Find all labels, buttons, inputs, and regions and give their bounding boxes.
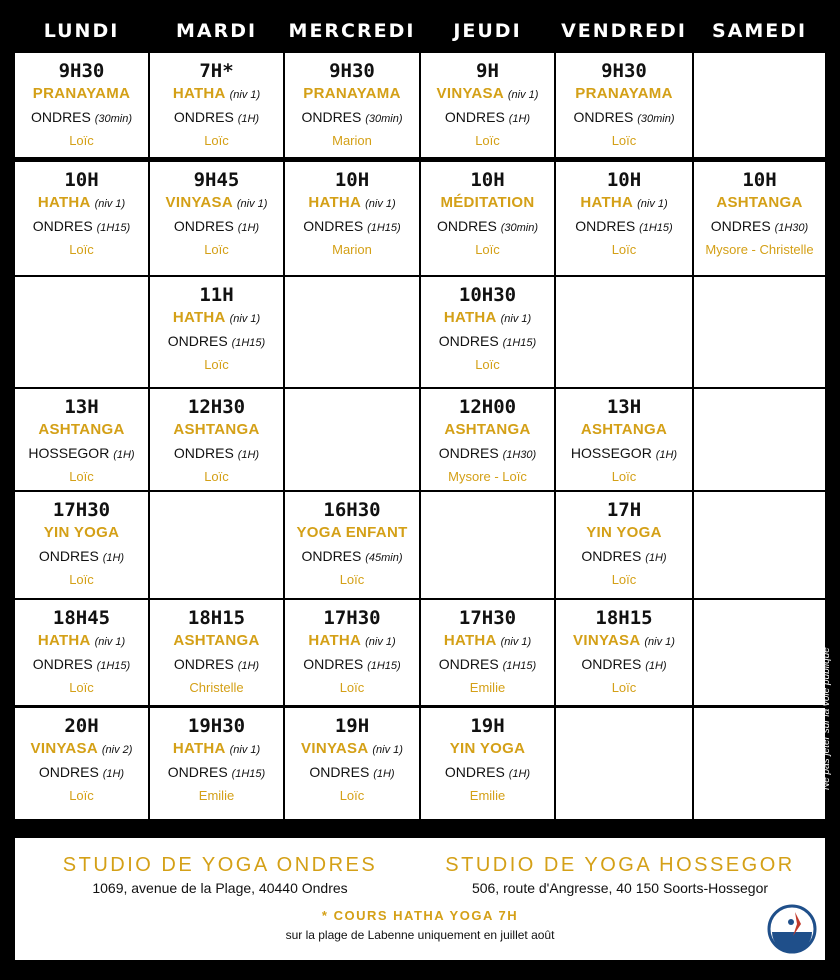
class-teacher: Loïc bbox=[69, 788, 94, 803]
cell-mercredi-row4 bbox=[285, 389, 419, 490]
schedule-grid bbox=[15, 53, 825, 819]
class-name bbox=[15, 192, 148, 214]
class-duration: (1H15) bbox=[96, 660, 131, 672]
studio-hossegor-address: 506, route d'Angresse, 40 150 Soorts-Hossegor bbox=[471, 880, 769, 896]
class-location bbox=[556, 544, 692, 568]
class-teacher: Loïc bbox=[69, 469, 94, 484]
class-type: MÉDITATION bbox=[440, 194, 535, 211]
class-time: 13H bbox=[64, 396, 99, 418]
location-name: HOSSEGOR bbox=[28, 445, 110, 461]
class-time: 9H bbox=[476, 60, 499, 82]
class-location bbox=[421, 441, 554, 465]
class-location bbox=[421, 329, 554, 353]
class-type: ASHTANGA bbox=[444, 421, 531, 438]
class-type: VINYASA bbox=[573, 632, 640, 649]
location-name: ONDRES bbox=[438, 333, 499, 349]
class-location bbox=[150, 214, 283, 238]
class-time: 10H bbox=[606, 169, 642, 191]
class-duration: (1H) bbox=[102, 768, 125, 780]
class-level: (niv 1) bbox=[94, 636, 126, 648]
class-duration: (1H15) bbox=[231, 768, 266, 780]
class-type: ASHTANGA bbox=[173, 632, 260, 649]
class-name bbox=[556, 630, 692, 652]
class-name bbox=[421, 83, 554, 105]
location-name: ONDRES bbox=[581, 656, 642, 672]
class-time: 10H bbox=[64, 169, 99, 191]
cell-lundi-row7 bbox=[15, 708, 148, 819]
class-duration: (1H) bbox=[655, 449, 678, 461]
class-duration: (1H15) bbox=[367, 222, 401, 234]
location-name: ONDRES bbox=[309, 764, 370, 780]
hatha-note-sub: sur la plage de Labenne uniquement en juillet août bbox=[285, 928, 555, 942]
class-time: 9H30 bbox=[601, 60, 647, 82]
location-name: ONDRES bbox=[173, 109, 234, 125]
class-time: 9H30 bbox=[329, 60, 375, 82]
class-name bbox=[15, 83, 148, 105]
cell-mardi-row1 bbox=[150, 53, 283, 157]
studio-ondres-address: 1069, avenue de la Plage, 40440 Ondres bbox=[92, 880, 348, 896]
class-teacher: Loïc bbox=[339, 572, 365, 587]
class-duration: (1H) bbox=[237, 222, 260, 234]
class-type: HATHA bbox=[443, 309, 497, 326]
class-level: (niv 1) bbox=[365, 636, 396, 648]
cell-mercredi-row1 bbox=[285, 53, 419, 157]
location-name: ONDRES bbox=[167, 764, 228, 780]
class-time: 10H bbox=[742, 169, 777, 191]
cell-samedi-row7 bbox=[694, 708, 825, 819]
cell-mercredi-row2 bbox=[285, 162, 419, 275]
class-name bbox=[150, 83, 283, 105]
class-type: YOGA ENFANT bbox=[296, 524, 408, 541]
cell-mardi-row5 bbox=[150, 492, 283, 598]
class-location bbox=[285, 760, 419, 784]
class-name bbox=[421, 738, 554, 760]
class-time: 17H30 bbox=[323, 607, 381, 629]
class-teacher: Loïc bbox=[475, 357, 500, 372]
class-name bbox=[150, 192, 283, 214]
class-time: 17H30 bbox=[458, 607, 517, 629]
class-location bbox=[285, 544, 419, 568]
class-name bbox=[556, 192, 692, 214]
class-time: 19H bbox=[334, 715, 370, 737]
class-teacher: Loïc bbox=[475, 133, 500, 148]
class-name bbox=[421, 192, 554, 214]
location-name: ONDRES bbox=[38, 764, 99, 780]
cell-lundi-row1 bbox=[15, 53, 148, 157]
class-level: (niv 1) bbox=[229, 89, 261, 101]
class-teacher: Loïc bbox=[611, 242, 637, 257]
location-name: ONDRES bbox=[581, 548, 642, 564]
class-level: (niv 1) bbox=[229, 313, 261, 325]
class-teacher: Loïc bbox=[204, 469, 229, 484]
class-location bbox=[15, 652, 148, 676]
class-name bbox=[421, 307, 554, 329]
class-type: PRANAYAMA bbox=[575, 85, 673, 102]
cell-mardi-row2 bbox=[150, 162, 283, 275]
class-level: (niv 1) bbox=[236, 198, 268, 210]
class-duration: (1H30) bbox=[502, 449, 537, 461]
location-name: ONDRES bbox=[30, 109, 91, 125]
class-duration: (1H15) bbox=[502, 337, 537, 349]
class-time: 18H15 bbox=[595, 607, 653, 629]
class-duration: (1H15) bbox=[96, 222, 131, 234]
class-level: (niv 1) bbox=[372, 744, 403, 756]
class-teacher: Loïc bbox=[204, 133, 229, 148]
cell-samedi-row3 bbox=[694, 277, 825, 387]
class-type: ASHTANGA bbox=[173, 421, 260, 438]
class-time: 10H bbox=[334, 169, 370, 191]
class-teacher: Loïc bbox=[475, 242, 500, 257]
studio-ondres-name: STUDIO DE YOGA ONDRES bbox=[62, 854, 378, 876]
class-duration: (1H) bbox=[237, 449, 260, 461]
location-name: ONDRES bbox=[444, 764, 505, 780]
class-time: 13H bbox=[606, 396, 642, 418]
class-location bbox=[150, 329, 283, 353]
class-location bbox=[15, 105, 148, 129]
class-location bbox=[694, 214, 825, 238]
class-duration: (1H15) bbox=[367, 660, 401, 672]
class-name bbox=[15, 630, 148, 652]
class-type: PRANAYAMA bbox=[303, 85, 401, 102]
cell-mardi-row6 bbox=[150, 600, 283, 705]
cell-vendredi-row7 bbox=[556, 708, 692, 819]
class-teacher: Mysore - Loïc bbox=[448, 469, 527, 484]
class-type: HATHA bbox=[308, 194, 361, 211]
class-time: 12H00 bbox=[458, 396, 517, 418]
cell-vendredi-row2 bbox=[556, 162, 692, 275]
class-teacher: Loïc bbox=[204, 242, 229, 257]
class-teacher: Emilie bbox=[469, 788, 506, 803]
location-name: ONDRES bbox=[575, 218, 636, 234]
class-level: (niv 1) bbox=[644, 636, 675, 648]
class-type: HATHA bbox=[308, 632, 361, 649]
location-name: ONDRES bbox=[32, 218, 93, 234]
class-duration: (1H) bbox=[508, 113, 531, 125]
class-duration: (1H) bbox=[237, 113, 260, 125]
class-type: HATHA bbox=[443, 632, 497, 649]
side-note: Ne pas jeter sur la voie publique bbox=[821, 647, 832, 790]
class-name bbox=[15, 522, 148, 544]
cell-lundi-row3 bbox=[15, 277, 148, 387]
class-name bbox=[150, 419, 283, 441]
class-name bbox=[694, 192, 825, 214]
class-duration: (1H) bbox=[113, 449, 135, 461]
cell-jeudi-row4 bbox=[421, 389, 554, 490]
location-name: ONDRES bbox=[301, 548, 362, 564]
cell-lundi-row6 bbox=[15, 600, 148, 705]
class-type: HATHA bbox=[37, 632, 91, 649]
class-type: HATHA bbox=[172, 85, 226, 102]
class-teacher: Mysore - Christelle bbox=[705, 242, 814, 257]
location-name: ONDRES bbox=[301, 109, 362, 125]
class-location bbox=[285, 214, 419, 238]
class-time: 10H bbox=[470, 169, 505, 191]
cell-jeudi-row6 bbox=[421, 600, 554, 705]
class-name bbox=[150, 738, 283, 760]
cell-mardi-row4 bbox=[150, 389, 283, 490]
day-header-jeudi: JEUDI bbox=[453, 20, 522, 42]
class-location bbox=[150, 652, 283, 676]
class-teacher: Loïc bbox=[611, 572, 637, 587]
cell-samedi-row2 bbox=[694, 162, 825, 275]
location-name: ONDRES bbox=[444, 109, 505, 125]
class-level: (niv 1) bbox=[500, 636, 532, 648]
class-location bbox=[421, 105, 554, 129]
location-name: ONDRES bbox=[573, 109, 634, 125]
cell-lundi-row2 bbox=[15, 162, 148, 275]
cell-vendredi-row5 bbox=[556, 492, 692, 598]
class-name bbox=[285, 522, 419, 544]
class-teacher: Loïc bbox=[339, 680, 365, 695]
location-name: ONDRES bbox=[438, 445, 499, 461]
day-header-mercredi: MERCREDI bbox=[288, 20, 416, 42]
cell-mercredi-row6 bbox=[285, 600, 419, 705]
class-type: ASHTANGA bbox=[38, 421, 125, 438]
cell-jeudi-row7 bbox=[421, 708, 554, 819]
class-duration: (1H) bbox=[645, 660, 667, 672]
class-type: YIN YOGA bbox=[586, 524, 662, 541]
class-name bbox=[556, 522, 692, 544]
class-time: 9H45 bbox=[193, 169, 240, 191]
class-name bbox=[285, 83, 419, 105]
location-name: ONDRES bbox=[173, 218, 234, 234]
cell-mercredi-row5 bbox=[285, 492, 419, 598]
class-teacher: Emilie bbox=[198, 788, 235, 803]
class-duration: (1H30) bbox=[774, 222, 809, 234]
cell-lundi-row4 bbox=[15, 389, 148, 490]
class-level: (niv 1) bbox=[500, 313, 532, 325]
federation-badge-icon bbox=[767, 904, 817, 954]
class-duration: (1H) bbox=[237, 660, 260, 672]
class-duration: (30min) bbox=[500, 222, 539, 234]
cell-jeudi-row5 bbox=[421, 492, 554, 598]
class-teacher: Loïc bbox=[69, 680, 94, 695]
class-type: ASHTANGA bbox=[716, 194, 803, 211]
cell-vendredi-row3 bbox=[556, 277, 692, 387]
class-duration: (1H15) bbox=[231, 337, 266, 349]
class-type: YIN YOGA bbox=[43, 524, 120, 541]
class-level: (niv 1) bbox=[94, 198, 126, 210]
cell-jeudi-row1 bbox=[421, 53, 554, 157]
class-time: 10H30 bbox=[458, 284, 517, 306]
class-teacher: Loïc bbox=[339, 788, 365, 803]
class-type: HATHA bbox=[37, 194, 91, 211]
class-duration: (1H) bbox=[102, 552, 125, 564]
class-name bbox=[15, 738, 148, 760]
cell-lundi-row5 bbox=[15, 492, 148, 598]
class-name bbox=[421, 419, 554, 441]
cell-mercredi-row3 bbox=[285, 277, 419, 387]
cell-samedi-row4 bbox=[694, 389, 825, 490]
class-level: (niv 1) bbox=[365, 198, 396, 210]
class-duration: (1H15) bbox=[639, 222, 673, 234]
class-location bbox=[150, 105, 283, 129]
class-time: 16H30 bbox=[323, 499, 381, 521]
class-name bbox=[285, 738, 419, 760]
class-duration: (1H) bbox=[373, 768, 395, 780]
class-time: 7H* bbox=[199, 60, 234, 82]
day-header-samedi: SAMEDI bbox=[711, 20, 808, 42]
class-type: PRANAYAMA bbox=[32, 85, 131, 102]
cell-samedi-row1 bbox=[694, 53, 825, 157]
class-time: 11H bbox=[199, 284, 234, 306]
day-header-vendredi: VENDREDI bbox=[561, 20, 687, 42]
class-time: 17H bbox=[606, 499, 642, 521]
class-teacher: Loïc bbox=[611, 133, 637, 148]
class-type: VINYASA bbox=[165, 194, 233, 211]
class-name bbox=[15, 419, 148, 441]
class-name bbox=[285, 630, 419, 652]
location-name: ONDRES bbox=[32, 656, 93, 672]
class-type: HATHA bbox=[580, 194, 633, 211]
hatha-note: * COURS HATHA YOGA 7H bbox=[321, 908, 519, 923]
class-teacher: Loïc bbox=[204, 357, 229, 372]
class-type: VINYASA bbox=[436, 85, 504, 102]
class-location bbox=[285, 105, 419, 129]
class-name bbox=[556, 83, 692, 105]
class-location bbox=[15, 760, 148, 784]
cell-jeudi-row2 bbox=[421, 162, 554, 275]
class-teacher: Loïc bbox=[69, 572, 94, 587]
class-level: (niv 1) bbox=[507, 89, 539, 101]
location-name: ONDRES bbox=[710, 218, 771, 234]
class-teacher: Loïc bbox=[611, 680, 637, 695]
class-name bbox=[150, 307, 283, 329]
class-time: 17H30 bbox=[52, 499, 111, 521]
class-time: 19H30 bbox=[187, 715, 246, 737]
class-location bbox=[556, 105, 692, 129]
class-level: (niv 2) bbox=[101, 744, 133, 756]
class-location bbox=[150, 760, 283, 784]
location-name: ONDRES bbox=[303, 656, 364, 672]
cell-jeudi-row3 bbox=[421, 277, 554, 387]
cell-vendredi-row1 bbox=[556, 53, 692, 157]
class-level: (niv 1) bbox=[229, 744, 261, 756]
location-name: ONDRES bbox=[38, 548, 99, 564]
class-location bbox=[15, 214, 148, 238]
class-time: 20H bbox=[64, 715, 99, 737]
class-location bbox=[556, 214, 692, 238]
location-name: ONDRES bbox=[436, 218, 497, 234]
class-name bbox=[421, 630, 554, 652]
class-type: HATHA bbox=[172, 309, 226, 326]
class-type: YIN YOGA bbox=[449, 740, 526, 757]
class-teacher: Emilie bbox=[469, 680, 506, 695]
class-duration: (1H) bbox=[645, 552, 667, 564]
location-name: ONDRES bbox=[173, 656, 234, 672]
cell-vendredi-row4 bbox=[556, 389, 692, 490]
class-teacher: Christelle bbox=[189, 680, 244, 695]
class-type: VINYASA bbox=[30, 740, 98, 757]
class-teacher: Loïc bbox=[69, 242, 94, 257]
class-location bbox=[556, 441, 692, 465]
footer bbox=[15, 838, 825, 960]
class-type: HATHA bbox=[172, 740, 226, 757]
cell-vendredi-row6 bbox=[556, 600, 692, 705]
location-name: ONDRES bbox=[438, 656, 499, 672]
class-location bbox=[15, 544, 148, 568]
class-location bbox=[556, 652, 692, 676]
cell-samedi-row5 bbox=[694, 492, 825, 598]
class-teacher: Marion bbox=[332, 242, 372, 257]
class-name bbox=[556, 419, 692, 441]
class-name bbox=[285, 192, 419, 214]
class-level: (niv 1) bbox=[637, 198, 668, 210]
class-time: 12H30 bbox=[187, 396, 246, 418]
location-name: ONDRES bbox=[167, 333, 228, 349]
class-location bbox=[421, 760, 554, 784]
class-time: 18H45 bbox=[52, 607, 111, 629]
location-name: ONDRES bbox=[303, 218, 364, 234]
cell-mardi-row3 bbox=[150, 277, 283, 387]
cell-mercredi-row7 bbox=[285, 708, 419, 819]
location-name: HOSSEGOR bbox=[570, 445, 652, 461]
class-location bbox=[150, 441, 283, 465]
class-location bbox=[421, 214, 554, 238]
studio-hossegor-name: STUDIO DE YOGA HOSSEGOR bbox=[445, 854, 795, 876]
class-teacher: Marion bbox=[332, 133, 372, 148]
class-duration: (1H15) bbox=[502, 660, 537, 672]
location-name: ONDRES bbox=[173, 445, 234, 461]
class-location bbox=[285, 652, 419, 676]
cell-mardi-row7 bbox=[150, 708, 283, 819]
class-time: 9H30 bbox=[58, 60, 105, 82]
class-teacher: Loïc bbox=[611, 469, 637, 484]
day-header-lundi: LUNDI bbox=[43, 20, 120, 42]
class-duration: (30min) bbox=[365, 113, 403, 125]
class-type: ASHTANGA bbox=[580, 421, 668, 438]
class-duration: (30min) bbox=[637, 113, 675, 125]
class-duration: (45min) bbox=[365, 552, 403, 564]
class-duration: (30min) bbox=[94, 113, 133, 125]
class-duration: (1H) bbox=[508, 768, 531, 780]
class-time: 19H bbox=[470, 715, 505, 737]
day-header-mardi: MARDI bbox=[175, 20, 258, 42]
class-type: VINYASA bbox=[301, 740, 368, 757]
class-teacher: Loïc bbox=[69, 133, 94, 148]
class-time: 18H15 bbox=[187, 607, 246, 629]
class-name bbox=[150, 630, 283, 652]
class-location bbox=[15, 441, 148, 465]
class-location bbox=[421, 652, 554, 676]
cell-samedi-row6 bbox=[694, 600, 825, 705]
